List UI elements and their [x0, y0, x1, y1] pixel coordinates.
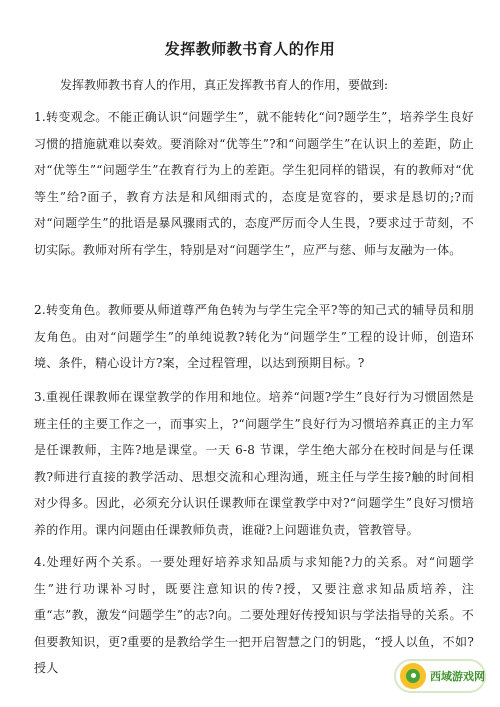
paragraph-1: 1.转变观念。不能正确认识“问题学生”，就不能转化“问?题学生”，培养学生良好习惯的措施就难以奏效。要消除对“优等生”?和“问题学生”在认识上的差距，防止对“优等生”“问题学生”在教育行为上的差距。学生犯同样的错误，有的教师对“优等生”给?面子，教育方法是和风细雨式的，态度是宽容的，要求是恳切的;?而对“问题学生”的批语是暴风骤雨式的，态度严厉而令人生畏，?要求过于苛刻，不切实际。教师对所有学生，特别是对“问题学生”，应严与慈、师与友融为一体。 [34, 110, 474, 257]
document-title: 发挥教师教书育人的作用 [164, 40, 336, 58]
paragraph-4: 4.处理好两个关系。一要处理好培养求知品质与求知能?力的关系。对“问题学生”进行功课补习时，既要注意知识的传?授，又要注意求知品质培养，注重“志”教，激发“问题学生”的志?向。二要处理好传授知识与学法指导的关系。不但要教知识，更?重要的是教给学生一把开启智慧之门的钥匙，“授人以鱼，不如?授人 [34, 555, 474, 675]
leaf-circle-logo-icon [400, 663, 426, 689]
site-watermark [394, 659, 486, 693]
watermark-text: 西域游戏网 [430, 670, 485, 683]
paragraph-2: 2.转变角色。教师要从师道尊严角色转为与学生完全平?等的知己式的辅导员和朋友角色。由对“问题学生”的单纯说教?转化为“问题学生”工程的设计师，创造环境、条件，精心设计方?案，全过程管理，以达到预期目标。? [34, 303, 474, 370]
document-intro: 发挥教师教书育人的作用，真正发挥教书育人的作用，要做到: [60, 78, 389, 92]
paragraph-3: 3.重视任课教师在课堂教学的作用和地位。培养“问题?学生”良好行为习惯固然是班主任的主要工作之一，而事实上，?“问题学生”良好行为习惯培养真正的主力军是任课教师，主阵?地是课堂。一天 6-8 节课，学生绝大部分在校时间是与任课教?师进行直接的教学活动、思想交流和心理沟通，班主任与学生接?触的时间相对少得多。因此，必须充分认识任课教师在课堂教学中对?“问题学生”良好习惯培养的作用。课内问题由任课教师负责，谁碰?上问题谁负责，管教管导。 [34, 390, 474, 537]
